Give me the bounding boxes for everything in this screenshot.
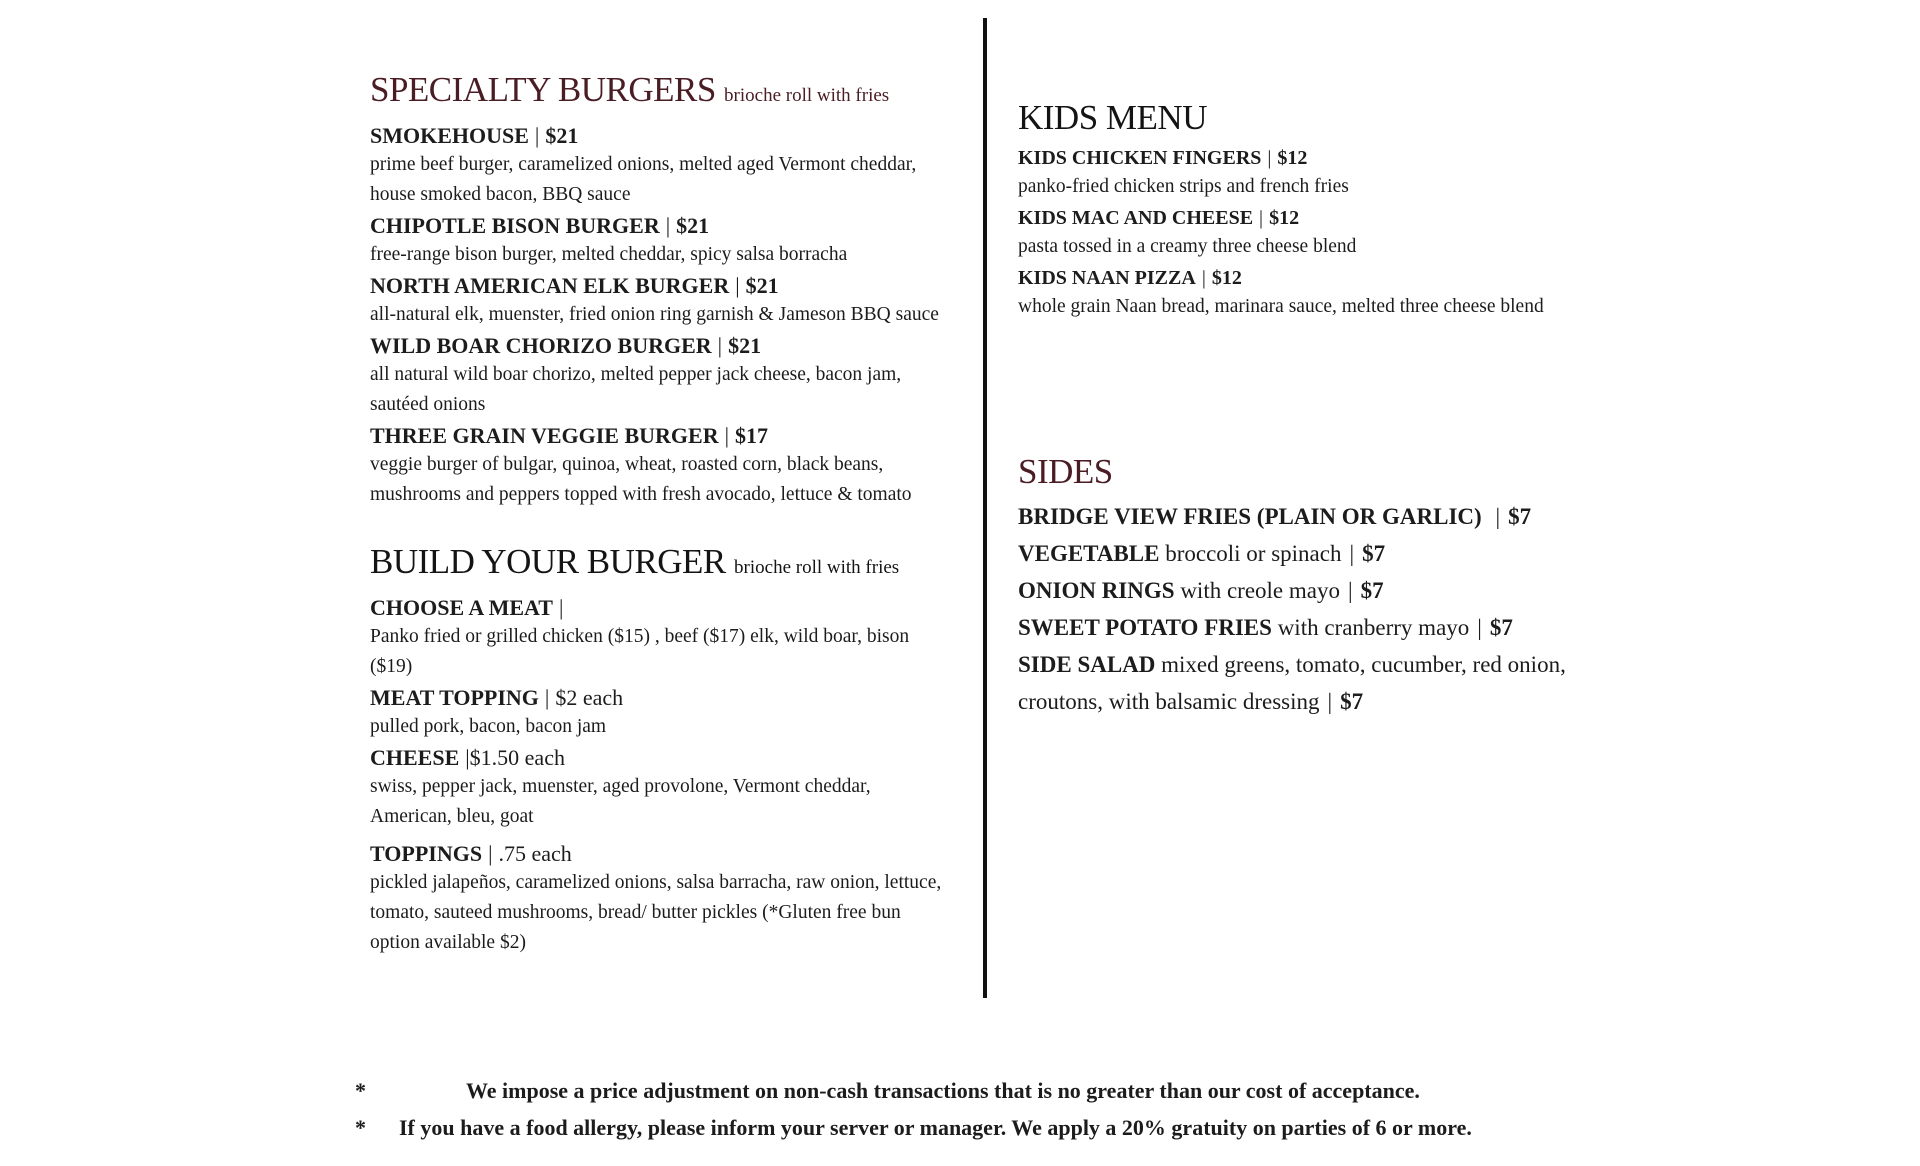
- footer-line-price-adjustment: [0, 1072, 1920, 1109]
- separator: |: [1495, 504, 1501, 529]
- separator: |: [534, 123, 540, 148]
- item-description: with cranberry mayo: [1277, 615, 1470, 640]
- separator: |: [488, 841, 493, 866]
- menu-item-title: [370, 212, 955, 240]
- footer-text: We impose a price adjustment on non-cash transactions that is no greater than our cost of acceptance.: [466, 1078, 1420, 1103]
- item-description: prime beef burger, caramelized onions, melted aged Vermont cheddar, house smoked bacon, BBQ sauce: [370, 154, 917, 205]
- item-name: WILD BOAR CHORIZO BURGER: [370, 333, 712, 358]
- section-title-text: SPECIALTY BURGERS: [370, 70, 716, 109]
- item-name: THREE GRAIN VEGGIE BURGER: [370, 423, 719, 448]
- item-name: CHIPOTLE BISON BURGER: [370, 213, 660, 238]
- menu-item-title: [370, 332, 955, 360]
- item-description: all-natural elk, muenster, fried onion ring garnish & Jameson BBQ sauce: [370, 304, 939, 325]
- section-title-text: BUILD YOUR BURGER: [370, 542, 726, 581]
- item-price: $12: [1277, 147, 1308, 169]
- item-price: $7: [1360, 578, 1384, 603]
- separator: |: [724, 423, 730, 448]
- menu-item-title: [370, 422, 955, 450]
- cheese-title: [370, 744, 955, 772]
- item-price: $21: [545, 123, 579, 148]
- item-price: $12: [1269, 207, 1300, 229]
- build-your-burger-title: [370, 540, 955, 590]
- item-description: all natural wild boar chorizo, melted pepper jack cheese, bacon jam, sautéed onions: [370, 364, 902, 415]
- item-price: $7: [1508, 504, 1532, 529]
- item-price: $7: [1489, 615, 1513, 640]
- side-item: [1018, 535, 1618, 572]
- item-price: $21: [745, 273, 779, 298]
- left-column: [370, 68, 955, 960]
- item-description: pickled jalapeños, caramelized onions, salsa barracha, raw onion, lettuce, tomato, sauteed mushrooms, bread/ butter pickles (*Gluten free bun option available $2): [370, 872, 942, 953]
- side-item: [1018, 609, 1618, 646]
- kids-menu-section: [1018, 96, 1618, 322]
- footer-notes: [0, 1072, 1920, 1146]
- section-subtitle: brioche roll with fries: [724, 85, 890, 106]
- item-description: Panko fried or grilled chicken ($15) , beef ($17) elk, wild boar, bison ($19): [370, 626, 910, 677]
- separator: |: [1349, 541, 1355, 566]
- menu-item-title: [1018, 144, 1618, 172]
- item-name: MEAT TOPPING: [370, 685, 539, 710]
- item-price: $7: [1340, 689, 1364, 714]
- item-price: .75 each: [498, 841, 572, 866]
- item-name: KIDS NAAN PIZZA: [1018, 267, 1196, 289]
- separator: |: [717, 333, 723, 358]
- item-description: free-range bison burger, melted cheddar, spicy salsa borracha: [370, 244, 848, 265]
- separator: |: [1347, 578, 1353, 603]
- item-name: SIDE SALAD: [1018, 652, 1156, 677]
- separator: |: [1259, 207, 1264, 229]
- side-item: [1018, 646, 1618, 720]
- separator: |: [558, 595, 564, 620]
- separator: |: [1477, 615, 1482, 640]
- item-description: broccoli or spinach: [1165, 541, 1342, 566]
- separator: |: [465, 745, 470, 770]
- item-description: pulled pork, bacon, bacon jam: [370, 716, 607, 737]
- item-price: $1.50 each: [469, 745, 565, 770]
- item-name: ONION RINGS: [1018, 578, 1175, 603]
- item-description: swiss, pepper jack, muenster, aged provolone, Vermont cheddar, American, bleu, goat: [370, 776, 871, 827]
- footnote-asterisk: *: [355, 1115, 366, 1140]
- menu-item-title: [370, 122, 955, 150]
- item-price: $7: [1362, 541, 1386, 566]
- item-description: pasta tossed in a creamy three cheese blend: [1018, 236, 1357, 257]
- kids-menu-title: KIDS MENU: [1018, 98, 1207, 137]
- item-name: TOPPINGS: [370, 841, 483, 866]
- item-description: veggie burger of bulgar, quinoa, wheat, roasted corn, black beans, mushrooms and peppers topped with fresh avocado, lettuce & tomato: [370, 454, 912, 505]
- item-price: $2 each: [555, 685, 624, 710]
- item-description: mixed greens, tomato, cucumber, red onion, croutons, with balsamic dressing: [1018, 652, 1566, 714]
- item-price: $17: [735, 423, 769, 448]
- specialty-burgers-section: [370, 68, 955, 510]
- sides-title: SIDES: [1018, 452, 1113, 491]
- separator: |: [1267, 147, 1272, 169]
- separator: |: [1327, 689, 1333, 714]
- separator: |: [544, 685, 550, 710]
- item-price: $12: [1211, 267, 1242, 289]
- item-name: SWEET POTATO FRIES: [1018, 615, 1272, 640]
- footer-text: If you have a food allergy, please inform your server or manager. We apply a 20% gratuity on parties of 6 or more.: [399, 1115, 1472, 1140]
- separator: |: [1201, 267, 1206, 289]
- section-subtitle: brioche roll with fries: [734, 557, 900, 578]
- sides-section: [1018, 450, 1618, 720]
- item-name: KIDS CHICKEN FINGERS: [1018, 147, 1262, 169]
- item-name: CHEESE: [370, 745, 460, 770]
- footer-line-allergy: [0, 1109, 1920, 1146]
- item-name: VEGETABLE: [1018, 541, 1160, 566]
- item-name: KIDS MAC AND CHEESE: [1018, 207, 1254, 229]
- item-description: with creole mayo: [1180, 578, 1340, 603]
- meat-topping-title: [370, 684, 955, 712]
- item-price: $21: [728, 333, 762, 358]
- item-name: NORTH AMERICAN ELK BURGER: [370, 273, 730, 298]
- item-description: panko-fried chicken strips and french fries: [1018, 176, 1349, 197]
- separator: |: [665, 213, 671, 238]
- separator: |: [735, 273, 740, 298]
- menu-item-title: [1018, 264, 1618, 292]
- footnote-asterisk: *: [355, 1078, 366, 1103]
- menu-item-title: [1018, 204, 1618, 232]
- item-description: whole grain Naan bread, marinara sauce, melted three cheese blend: [1018, 296, 1544, 317]
- item-price: $21: [676, 213, 710, 238]
- item-name: CHOOSE A MEAT: [370, 595, 553, 620]
- side-item: [1018, 572, 1618, 609]
- side-item: [1018, 498, 1618, 535]
- item-name: BRIDGE VIEW FRIES (PLAIN OR GARLIC): [1018, 504, 1482, 529]
- menu-item-title: [370, 272, 955, 300]
- toppings-title: [370, 840, 955, 868]
- item-name: SMOKEHOUSE: [370, 123, 529, 148]
- right-column: [1018, 96, 1618, 720]
- choose-meat-title: [370, 594, 955, 622]
- column-divider: [983, 18, 987, 998]
- specialty-burgers-title: [370, 68, 955, 118]
- build-your-burger-section: [370, 540, 955, 958]
